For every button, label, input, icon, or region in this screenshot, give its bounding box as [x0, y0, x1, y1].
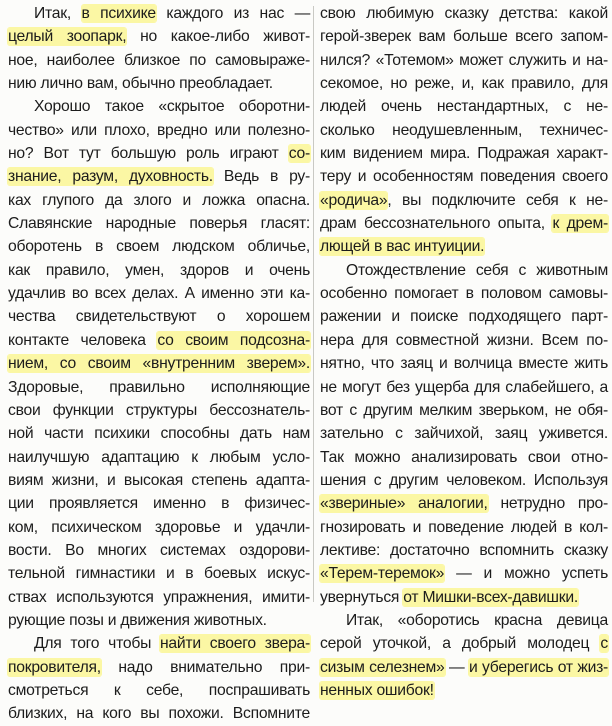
text-segment: ствах используются упражнения, имити-	[8, 588, 310, 606]
text-segment: Для того чтобы	[34, 635, 161, 653]
text-segment: свои функции структуры бессознатель-	[8, 401, 310, 419]
text-line	[8, 352, 310, 375]
text-segment: герой-зверек вам больше всего запом-	[320, 28, 608, 46]
text-line	[8, 469, 310, 492]
text-segment: ное, наиболее близкое по самовыраже-	[8, 51, 310, 69]
text-segment: Здоровые, правильно исполняющие	[8, 378, 310, 396]
text-line	[320, 586, 608, 609]
text-segment: ком, психическом здоровье и удачли-	[8, 518, 310, 536]
text-segment: шения с другим человеком. Используя	[320, 471, 608, 489]
text-line	[8, 632, 310, 655]
text-segment: нетрудно про-	[487, 495, 608, 513]
text-segment: секомое, но реже, и, как правило, для	[320, 75, 608, 93]
text-segment: виям жизни, и высокая степень адапта-	[8, 471, 310, 489]
text-segment: сколько неодушевленным, техничес-	[320, 121, 608, 139]
highlighted-text: знание, разум, духовность.	[8, 168, 213, 186]
text-segment: наилучшую адаптацию к любым усло-	[8, 448, 310, 466]
highlighted-text: от Мишки-всех-давишки.	[403, 588, 578, 606]
text-line	[8, 679, 310, 702]
text-segment: Итак,	[34, 5, 82, 22]
text-segment: нера для совместной жизни. Всем по-	[320, 331, 608, 349]
text-segment: свою любимую сказку детства: какой	[320, 5, 608, 22]
highlighted-text: к дрем-	[552, 215, 608, 233]
text-line	[8, 189, 310, 212]
text-line	[8, 656, 310, 679]
text-segment: оборотень в своем людском обличье,	[8, 238, 310, 256]
text-line	[320, 422, 608, 445]
text-line	[320, 142, 608, 165]
text-line	[320, 49, 608, 72]
text-line	[320, 446, 608, 469]
text-line	[320, 609, 608, 632]
text-line	[8, 399, 310, 422]
text-segment: серой уточкой, а добрый молодец	[320, 635, 601, 653]
text-line	[8, 516, 310, 539]
text-line	[320, 95, 608, 118]
text-line	[320, 632, 608, 655]
text-line	[8, 562, 310, 585]
text-segment: близких, на кого вы похожи. Вспомните	[8, 705, 310, 723]
text-segment: но? Вот тут большую роль играют	[8, 145, 289, 163]
highlighted-text: покровителя,	[8, 658, 101, 676]
text-segment: контакте человека	[8, 331, 158, 349]
text-segment: — и можно успеть	[444, 565, 608, 583]
text-line	[320, 562, 608, 585]
text-line	[8, 492, 310, 515]
text-line	[320, 25, 608, 48]
text-line	[8, 446, 310, 469]
text-line	[8, 235, 310, 258]
text-line	[320, 189, 608, 212]
text-segment: ким видением мира. Подражая характ-	[320, 145, 608, 163]
text-segment: теру и особенностям поведения своего	[320, 168, 608, 186]
text-line	[320, 259, 608, 282]
text-segment: рующие позы и движения животных.	[8, 611, 267, 629]
text-line	[320, 376, 608, 399]
text-line	[320, 282, 608, 305]
text-line	[8, 609, 310, 632]
text-segment: не могут без ущерба для слабейшего, а	[320, 378, 608, 396]
text-segment: чества свидетельствуют о хорошем	[8, 308, 310, 326]
text-line	[320, 72, 608, 95]
text-line	[8, 305, 310, 328]
text-segment: вот с другим мелким зверьком, не обя-	[320, 401, 608, 419]
highlighted-text: сизым селезнем»	[320, 658, 445, 676]
column-divider	[313, 6, 314, 602]
highlighted-text: «звериные» аналогии,	[320, 495, 488, 513]
text-segment: Хорошо такое «скрытое оборотни-	[34, 98, 310, 116]
text-line	[320, 165, 608, 188]
text-line	[8, 539, 310, 562]
text-line	[8, 376, 310, 399]
highlighted-text: с	[600, 635, 608, 653]
text-segment: вости. Во многих системах оздорови-	[8, 541, 310, 559]
text-line	[8, 165, 310, 188]
text-line	[8, 586, 310, 609]
text-line	[320, 235, 608, 258]
text-line	[320, 516, 608, 539]
text-segment: нию лично вам, обычно преобладает.	[8, 75, 273, 93]
text-segment: Ведь в ру-	[212, 168, 310, 186]
text-segment: Отождествление себя с животным	[346, 261, 608, 279]
highlighted-text: и уберегись от жиз-	[469, 658, 609, 676]
text-segment: , вы подключите себя к не-	[387, 191, 608, 209]
highlighted-text: со своим подсозна-	[157, 331, 310, 349]
text-segment: драм бессознательного опыта,	[320, 215, 553, 233]
text-line	[320, 679, 608, 702]
highlighted-text: в психике	[81, 5, 156, 22]
text-line	[320, 469, 608, 492]
text-line	[320, 656, 608, 679]
text-segment: людей очень нестандартных, с не-	[320, 98, 608, 116]
highlighted-text: «родича»	[320, 191, 388, 209]
highlighted-text: нием, со своим «внутренним зверем».	[8, 355, 310, 373]
text-segment: Так можно анализировать свои отно-	[320, 448, 608, 466]
text-segment: зательно с зайчихой, заяц уживется.	[320, 425, 608, 443]
text-segment: смотреться к себе, поспрашивать	[8, 681, 310, 699]
text-line	[8, 142, 310, 165]
text-segment: каждого из нас —	[155, 5, 311, 22]
highlighted-text: найти своего звера-	[160, 635, 310, 653]
highlighted-text: «Терем-теремок»	[320, 565, 445, 583]
text-line	[8, 49, 310, 72]
text-line	[8, 702, 310, 725]
text-line	[8, 72, 310, 95]
text-segment: ражении и поиске подходящего парт-	[320, 308, 608, 326]
text-line	[8, 259, 310, 282]
text-line	[320, 212, 608, 235]
highlighted-text: ненных ошибок!	[320, 681, 434, 699]
text-segment: нился? «Тотемом» может служить и на-	[320, 51, 608, 69]
text-line	[8, 25, 310, 48]
text-line	[8, 212, 310, 235]
text-line	[320, 539, 608, 562]
text-line	[320, 305, 608, 328]
text-segment: надо внимательно при-	[100, 658, 310, 676]
text-line	[8, 282, 310, 305]
text-line	[320, 399, 608, 422]
article-left-column	[8, 2, 310, 726]
text-segment: чество» или плохо, вредно или полезно-	[8, 121, 310, 139]
text-line	[320, 119, 608, 142]
text-segment: гнозировать и поведение людей в кол-	[320, 518, 608, 536]
text-line	[8, 422, 310, 445]
highlighted-text: со-	[288, 145, 310, 163]
text-segment: Славянские народные поверья гласят:	[8, 215, 310, 233]
text-segment: удачлив во всех делах. А именно эти ка-	[8, 285, 310, 303]
text-segment: —	[444, 658, 469, 676]
text-line	[8, 2, 310, 25]
article-right-column	[320, 2, 608, 702]
text-segment: ной части психики способны дать нам	[8, 425, 310, 443]
text-line	[320, 2, 608, 25]
text-segment: как правило, умен, здоров и очень	[8, 261, 310, 279]
text-segment: Итак, «оборотись красна девица	[346, 611, 608, 629]
text-line	[8, 119, 310, 142]
text-line	[320, 492, 608, 515]
text-segment: особенно помогает в половом самовы-	[320, 285, 608, 303]
text-line	[8, 329, 310, 352]
text-segment: увернуться	[320, 588, 404, 606]
highlighted-text: лющей в вас интуиции.	[320, 238, 485, 256]
text-segment: нятно, что заяц и волчица вместе жить	[320, 355, 608, 373]
text-segment: ках глупого да злого и ложка опасна.	[8, 191, 310, 209]
text-line	[320, 329, 608, 352]
text-segment: лективе: достаточно вспомнить сказку	[320, 541, 608, 559]
text-line	[8, 95, 310, 118]
text-segment: тельной гимнастики и в боевых искус-	[8, 565, 310, 583]
text-segment: ции проявляется именно в физичес-	[8, 495, 310, 513]
highlighted-text: целый зоопарк,	[8, 28, 127, 46]
text-line	[320, 352, 608, 375]
text-segment: но какое-либо живот-	[126, 28, 310, 46]
